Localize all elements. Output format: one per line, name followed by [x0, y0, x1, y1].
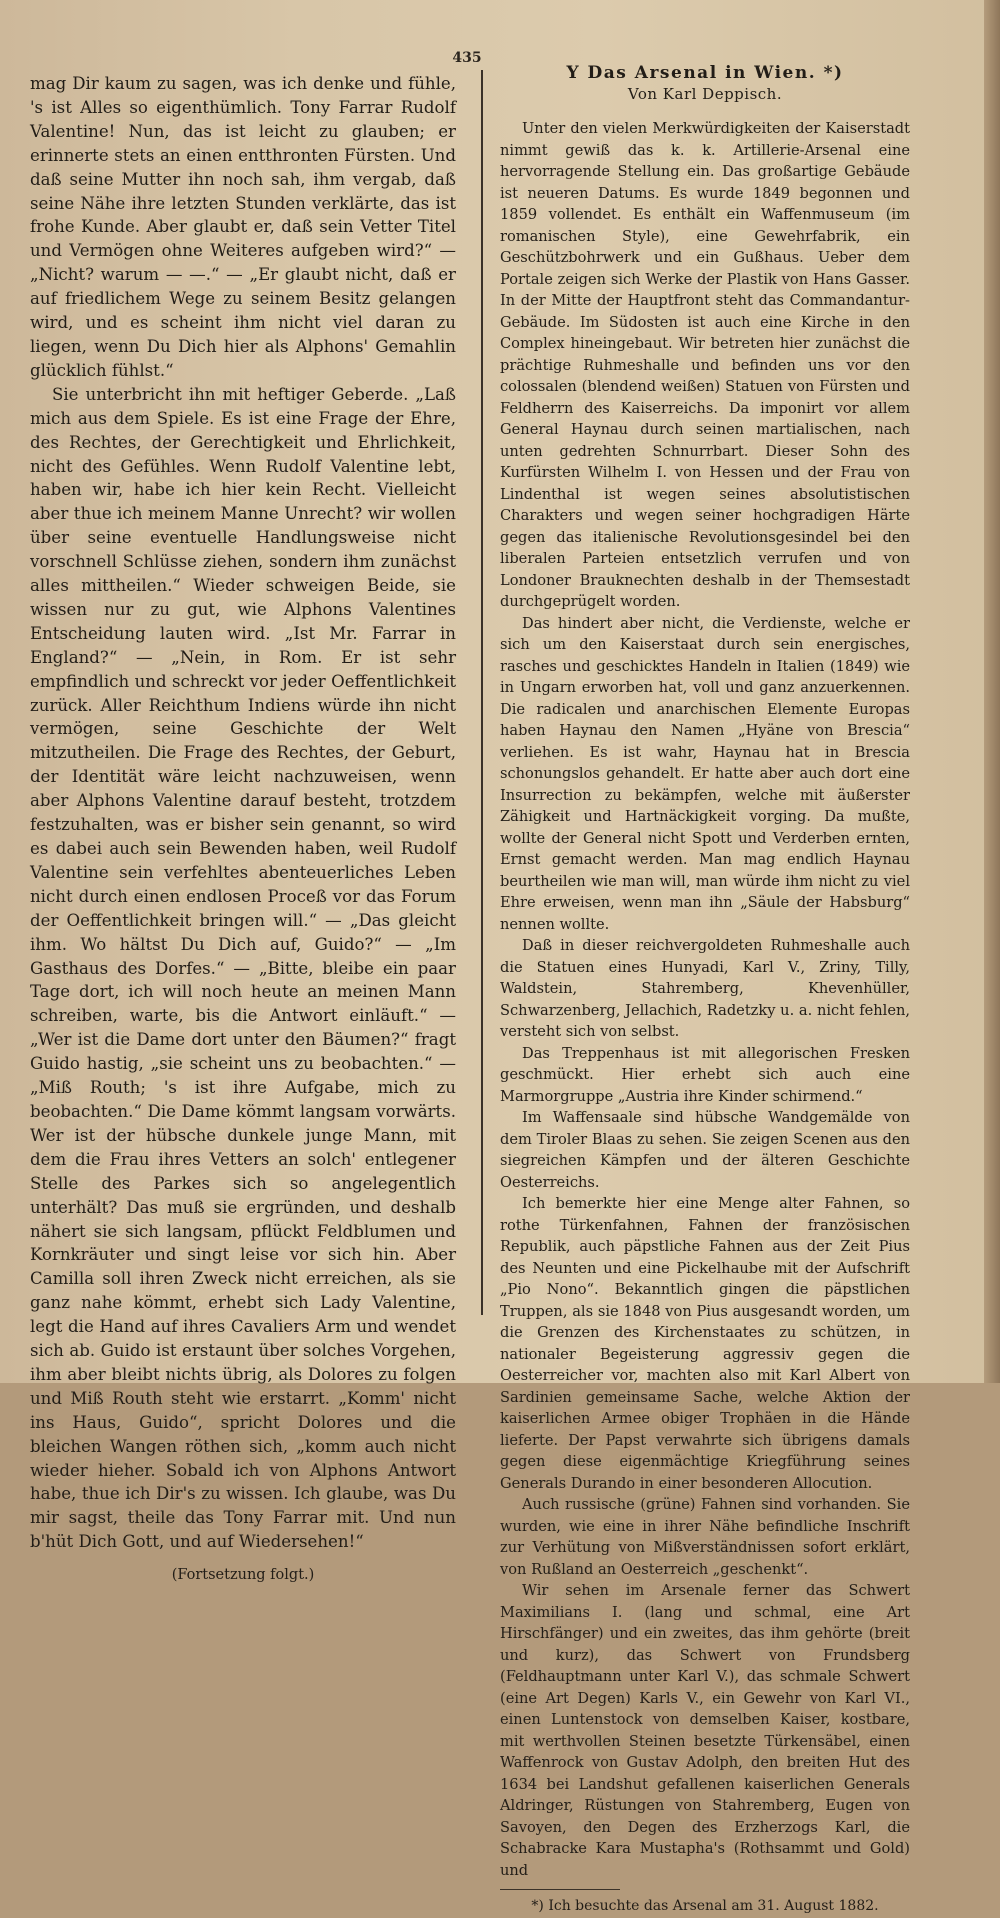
column-divider	[481, 70, 483, 1315]
page-edge-shadow	[984, 0, 1000, 1383]
footnote-rule	[500, 1889, 620, 1890]
right-paragraph-3: Daß in dieser reichvergoldeten Ruhmeshalle auch die Statuen eines Hunyadi, Karl V., Zriny, Tilly, Waldstein, Stahremberg, Khevenhüller, Schwarzenberg, Jellachich, Radetzky u. a. nicht fehlen, versteht sich von selbst.	[500, 937, 910, 1040]
continued-note: (Fortsetzung folgt.)	[171, 1567, 315, 1584]
right-paragraph-2: Das hindert aber nicht, die Verdienste, welche er sich um den Kaiserstaat durch sein energisches, rasches und geschicktes Handeln in Italien (1849) wie in Ungarn erworben hat, voll und ganz anzuerkennen. Die radicalen und anarchischen Elemente Europas haben Haynau den Namen „Hyäne von Brescia“ verliehen. Es ist wahr, Haynau hat in Brescia schonungslos gehandelt. Er hatte aber auch dort eine Insurrection zu bekämpfen, welche mit äußerster Zähigkeit und Hartnäckigkeit vorging. Da mußte, wollte der General nicht Spott und Verderben ernten, Ernst gemacht werden. Man mag endlich Haynau beurtheilen wie man will, man würde ihm nicht zu viel Ehre erweisen, wenn man ihn „Säule der Habsburg“ nennen wollte.	[500, 614, 910, 933]
left-column	[30, 72, 456, 1588]
left-paragraph-2: Sie unterbricht ihn mit heftiger Geberde. „Laß mich aus dem Spiele. Es ist eine Frage der Ehre, des Rechtes, der Gerechtigkeit und Ehrlichkeit, nicht des Gefühles. Wenn Rudolf Valentine lebt, haben wir, habe ich hier kein Recht. Vielleicht aber thue ich meinem Manne Unrecht? wir wollen über seine eventuelle Handlungsweise nicht vorschnell Schlüsse ziehen, sondern ihm zunächst alles mittheilen.“ Wieder schweigen Beide, sie wissen nur zu gut, wie Alphons Valentines Entscheidung lauten wird. „Ist Mr. Farrar in England?“ — „Nein, in Rom. Er ist sehr empfindlich und schreckt vor jeder Oeffentlichkeit zurück. Aller Reichthum Indiens würde ihn nicht vermögen, seine Geschichte der Welt mitzutheilen. Die Frage des Rechtes, der Geburt, der Identität wäre leicht nachzuweisen, wenn aber Alphons Valentine darauf besteht, trotzdem festzuhalten, was er bisher sein genannt, so wird es dabei auch sein Bewenden haben, weil Rudolf Valentine sein verfehltes abenteuerliches Leben nicht durch einen endlosen Proceß vor das Forum der Oeffentlichkeit bringen will.“ — „Das gleicht ihm. Wo hältst Du Dich auf, Guido?“ — „Im Gasthaus des Dorfes.“ — „Bitte, bleibe ein paar Tage dort, ich will noch heute an meinen Mann schreiben, warte, bis die Antwort einläuft.“ — „Wer ist die Dame dort unter den Bäumen?“ fragt Guido hastig, „sie scheint uns zu beobachten.“ — „Miß Routh; 's ist ihre Aufgabe, mich zu beobachten.“ Die Dame kömmt langsam vorwärts. Wer ist der hübsche dunkele junge Mann, mit dem die Frau ihres Vetters an solch' entlegener Stelle des Parkes sich so angelegentlich unterhält? Das muß sie ergründen, und deshalb nähert sie sich langsam, pflückt Feldblumen und Kornkräuter und singt leise vor sich hin. Aber Camilla soll ihren Zweck nicht erreichen, als sie ganz nahe kömmt, erhebt sich Lady Valentine, legt die Hand auf ihres Cavaliers Arm und wendet sich ab. Guido ist erstaunt über solches Vorgehen, ihm aber bleibt nichts übrig, als Dolores zu folgen und Miß Routh steht wie erstarrt. „Komm' nicht ins Haus, Guido“, spricht Dolores und die bleichen Wangen röthen sich, „komm auch nicht wieder hieher. Sobald ich von Alphons Antwort habe, thue ich Dir's zu wissen. Ich glaube, was Du mir sagst, theile das Tony Farrar mit. Und nun b'hüt Dich Gott, und auf Wiedersehen!“	[30, 384, 456, 1552]
right-paragraph-5: Im Waffensaale sind hübsche Wandgemälde von dem Tiroler Blaas zu sehen. Sie zeigen Scenen aus den siegreichen Kämpfen und der älteren Geschichte Oesterreichs.	[500, 1109, 910, 1191]
right-paragraph-6: Ich bemerkte hier eine Menge alter Fahnen, so rothe Türkenfahnen, Fahnen der französischen Republik, auch päpstliche Fahnen aus der Zeit Pius des Neunten und eine Pickelhaube mit der Aufschrift „Pio Nono“. Bekanntlich gingen die päpstlichen Truppen, als sie 1848 von Pius ausgesandt worden, um die Grenzen des Kirchenstaates zu schützen, in nationaler Begeisterung aggressiv gegen die Oesterreicher vor, machten also mit Karl Albert von Sardinien gemeinsame Sache, welche Aktion der kaiserlichen Armee obiger Trophäen in die Hände lieferte. Der Papst verwahrte sich übrigens damals gegen diese eigenmächtige Kriegführung seines Generals Durando in einer besonderen Allocution.	[500, 1195, 910, 1492]
article-author: Von Karl Deppisch.	[627, 85, 783, 103]
right-paragraph-1: Unter den vielen Merkwürdigkeiten der Kaiserstadt nimmt gewiß das k. k. Artillerie-Arsenal eine hervorragende Stellung ein. Das großartige Gebäude ist neueren Datums. Es wurde 1849 begonnen und 1859 vollendet. Es enthält ein Waffenmuseum (im romanischen Style), eine Gewehrfabrik, ein Geschützbohrwerk und ein Gußhaus. Ueber dem Portale zeigen sich Werke der Plastik von Hans Gasser. In der Mitte der Hauptfront steht das Commandantur-Gebäude. Im Südosten ist auch eine Kirche in den Complex hineingebaut. Wir betreten hier zunächst die prächtige Ruhmeshalle und befinden uns vor den colossalen (blendend weißen) Statuen von Fürsten und Feldherrn des Kaiserreichs. Da imponirt vor allem General Haynau durch seinen martialischen, nach unten gedrehten Schnurrbart. Dieser Sohn des Kurfürsten Wilhelm I. von Hessen und der Frau von Lindenthal ist wegen seines absolutistischen Charakters und wegen seiner hochgradigen Härte gegen das italienische Revolutionsgesindel bei den liberalen Parteien entsetzlich verrufen und von Londoner Brauknechten deshalb in der Themsestadt durchgeprügelt worden.	[500, 120, 910, 610]
article-title: Y Das Arsenal in Wien. *)	[566, 63, 844, 83]
page-number: 435	[452, 50, 482, 66]
right-paragraph-7: Auch russische (grüne) Fahnen sind vorhanden. Sie wurden, wie eine in ihrer Nähe befindliche Inschrift zur Verhütung von Mißverständnissen sofort erklärt, von Rußland an Oesterreich „geschenkt“.	[500, 1496, 910, 1578]
footnote: *) Ich besuchte das Arsenal am 31. August 1882.	[531, 1898, 879, 1914]
right-column	[500, 62, 910, 1918]
right-paragraph-4: Das Treppenhaus ist mit allegorischen Fresken geschmückt. Hier erhebt sich auch eine Marmorgruppe „Austria ihre Kinder schirmend.“	[500, 1044, 910, 1105]
right-paragraph-8: Wir sehen im Arsenale ferner das Schwert Maximilians I. (lang und schmal, eine Art Hirschfänger) und ein zweites, das ihm gehörte (breit und kurz), das Schwert von Frundsberg (Feldhauptmann unter Karl V.), das schmale Schwert (eine Art Degen) Karls V., ein Gewehr von Karl VI., einen Luntenstock von demselben Kaiser, kostbare, mit werthvollen Steinen besetzte Türkensäbel, einen Waffenrock von Gustav Adolph, den breiten Hut des 1634 bei Landshut gefallenen kaiserlichen Generals Aldringer, Rüstungen von Stahremberg, Eugen von Savoyen, den Degen des Erzherzogs Karl, die Schabracke Kara Mustapha's (Rothsammt und Gold) und	[500, 1582, 910, 1879]
left-paragraph-1: mag Dir kaum zu sagen, was ich denke und fühle, 's ist Alles so eigenthümlich. Tony Farrar Rudolf Valentine! Nun, das ist leicht zu glauben; er erinnerte stets an einen entthronten Fürsten. Und daß seine Mutter ihn noch sah, ihm vergab, daß seine Nähe ihre letzten Stunden verklärte, das ist frohe Kunde. Aber glaubt er, daß sein Vetter Titel und Vermögen ohne Weiteres aufgeben wird?“ — „Nicht? warum — —.“ — „Er glaubt nicht, daß er auf friedlichem Wege zu seinem Besitz gelangen wird, und es scheint ihm nicht viel daran zu liegen, wenn Du Dich hier als Alphons' Gemahlin glücklich fühlst.“	[30, 74, 456, 380]
